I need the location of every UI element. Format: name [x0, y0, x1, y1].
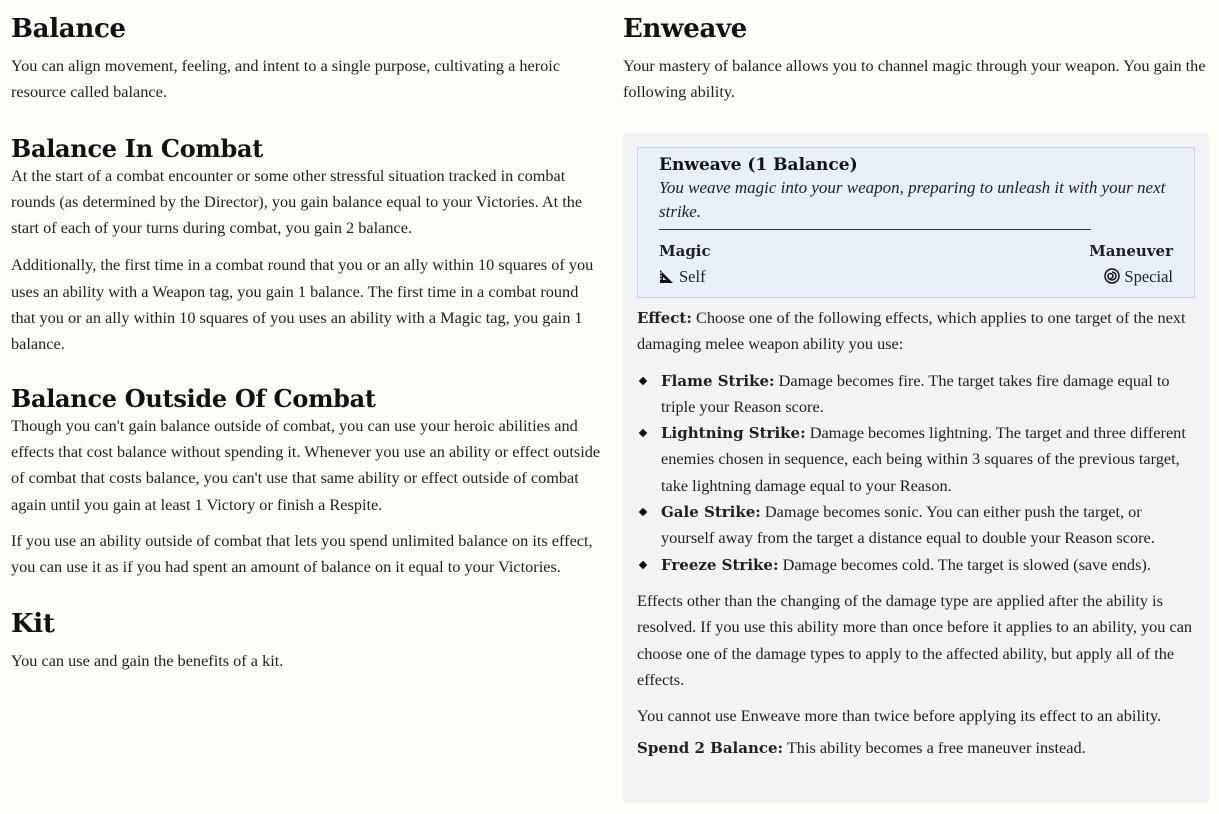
ability-card: [637, 147, 1195, 298]
action-type-label: Maneuver: [1089, 242, 1173, 260]
combat-paragraph-1: At the start of a combat encounter or some other stressful situation tracked in combat rounds (as determined by the Director), you gain balance equal to your Victories. At the start of each of your turns during combat, you gain 2 balance.: [11, 165, 583, 238]
spend-label: Spend 2 Balance:: [637, 739, 784, 758]
effect-text: Choose one of the following effects, which applies to one target of the next damaging melee weapon ability you use:: [637, 308, 1186, 354]
effect-label: Effect:: [637, 309, 692, 327]
outside-paragraph-2: If you use an ability outside of combat that lets you spend unlimited balance on its effect, you can use it as if you had spent an amount of balance on it equal to your Victories.: [11, 530, 593, 577]
keyword-label: Magic: [659, 242, 711, 260]
card-divider: [659, 229, 1091, 230]
card-labels-row: [659, 239, 1173, 264]
effects-list: [637, 368, 1195, 578]
outside-paragraph-1: Though you can't gain balance outside of combat, you can use your heroic abilities and effects that cost balance without spending it. Whenever you use an ability or effect outside of combat that costs balance, you can't use that same ability or effect outside of combat again until you gain at least 1 Victory or finish a Respite.: [11, 415, 601, 514]
effect-name: Freeze Strike:: [661, 555, 779, 574]
list-item: [637, 420, 1195, 499]
target-value: Special: [1124, 267, 1173, 286]
ability-title: Enweave (1 Balance): [659, 155, 858, 175]
effect-name: Lightning Strike:: [661, 424, 806, 443]
effect-desc: Damage becomes sonic. You can either push the target, or yourself away from the target a distance equal to double your Reason score.: [661, 502, 1155, 548]
enweave-heading: Enweave: [623, 14, 748, 44]
after-paragraph-2: You cannot use Enweave more than twice before applying its effect to an ability.: [637, 706, 1162, 726]
balance-description: You can align movement, feeling, and intent to a single purpose, cultivating a heroic resource called balance.: [11, 56, 561, 102]
card-values-row: [659, 264, 1173, 289]
effect-desc: Damage becomes lightning. The target and three different enemies chosen in sequence, each being within 3 squares of the previous target, take lightning damage equal to your Reason.: [661, 423, 1186, 495]
balance-in-combat-heading: Balance In Combat: [11, 133, 264, 163]
balance-heading: Balance: [11, 14, 126, 44]
effect-paragraph: [637, 305, 1195, 358]
list-item: [637, 368, 1195, 421]
target-value-wrap: [1104, 264, 1173, 289]
kit-heading: Kit: [11, 609, 55, 640]
effect-desc: Damage becomes cold. The target is slowed (save ends).: [782, 554, 1151, 574]
left-column: [11, 0, 601, 675]
effect-name: Gale Strike:: [661, 503, 761, 522]
distance-value: Self: [679, 267, 706, 286]
effect-name: Flame Strike:: [661, 371, 775, 390]
spend-text: This ability becomes a free maneuver instead.: [786, 738, 1086, 758]
ability-flavor: You weave magic into your weapon, preparing to unleash it with your next strike.: [659, 178, 1166, 221]
ruler-triangle-icon: [659, 268, 675, 284]
after-paragraph-1: Effects other than the changing of the damage type are applied after the ability is resolved. If you use this ability more than once before it applies to an ability, you can choose one of the damage types to apply to the affected ability, but apply all of the effects.: [637, 590, 1193, 689]
combat-paragraph-2: Additionally, the first time in a combat round that you or an ally within 10 squares of you uses an ability with a Weapon tag, you gain 1 balance. The first time in a combat round that you or an ally within 10 squares of you uses an ability with a Magic tag, you gain 1 balance.: [11, 255, 594, 354]
distance-value-wrap: [659, 264, 706, 289]
right-column: [623, 0, 1209, 106]
kit-description: You can use and gain the benefits of a kit.: [11, 651, 284, 671]
enweave-intro: Your mastery of balance allows you to channel magic through your weapon. You gain the following ability.: [623, 56, 1206, 102]
list-item: [637, 499, 1195, 552]
balance-outside-combat-heading: Balance Outside Of Combat: [11, 383, 376, 413]
spiral-target-icon: [1104, 268, 1120, 284]
ability-box: [623, 133, 1209, 803]
spend-paragraph: [637, 735, 1195, 761]
list-item: [637, 552, 1195, 578]
effect-desc: Damage becomes fire. The target takes fire damage equal to triple your Reason score.: [661, 370, 1170, 416]
